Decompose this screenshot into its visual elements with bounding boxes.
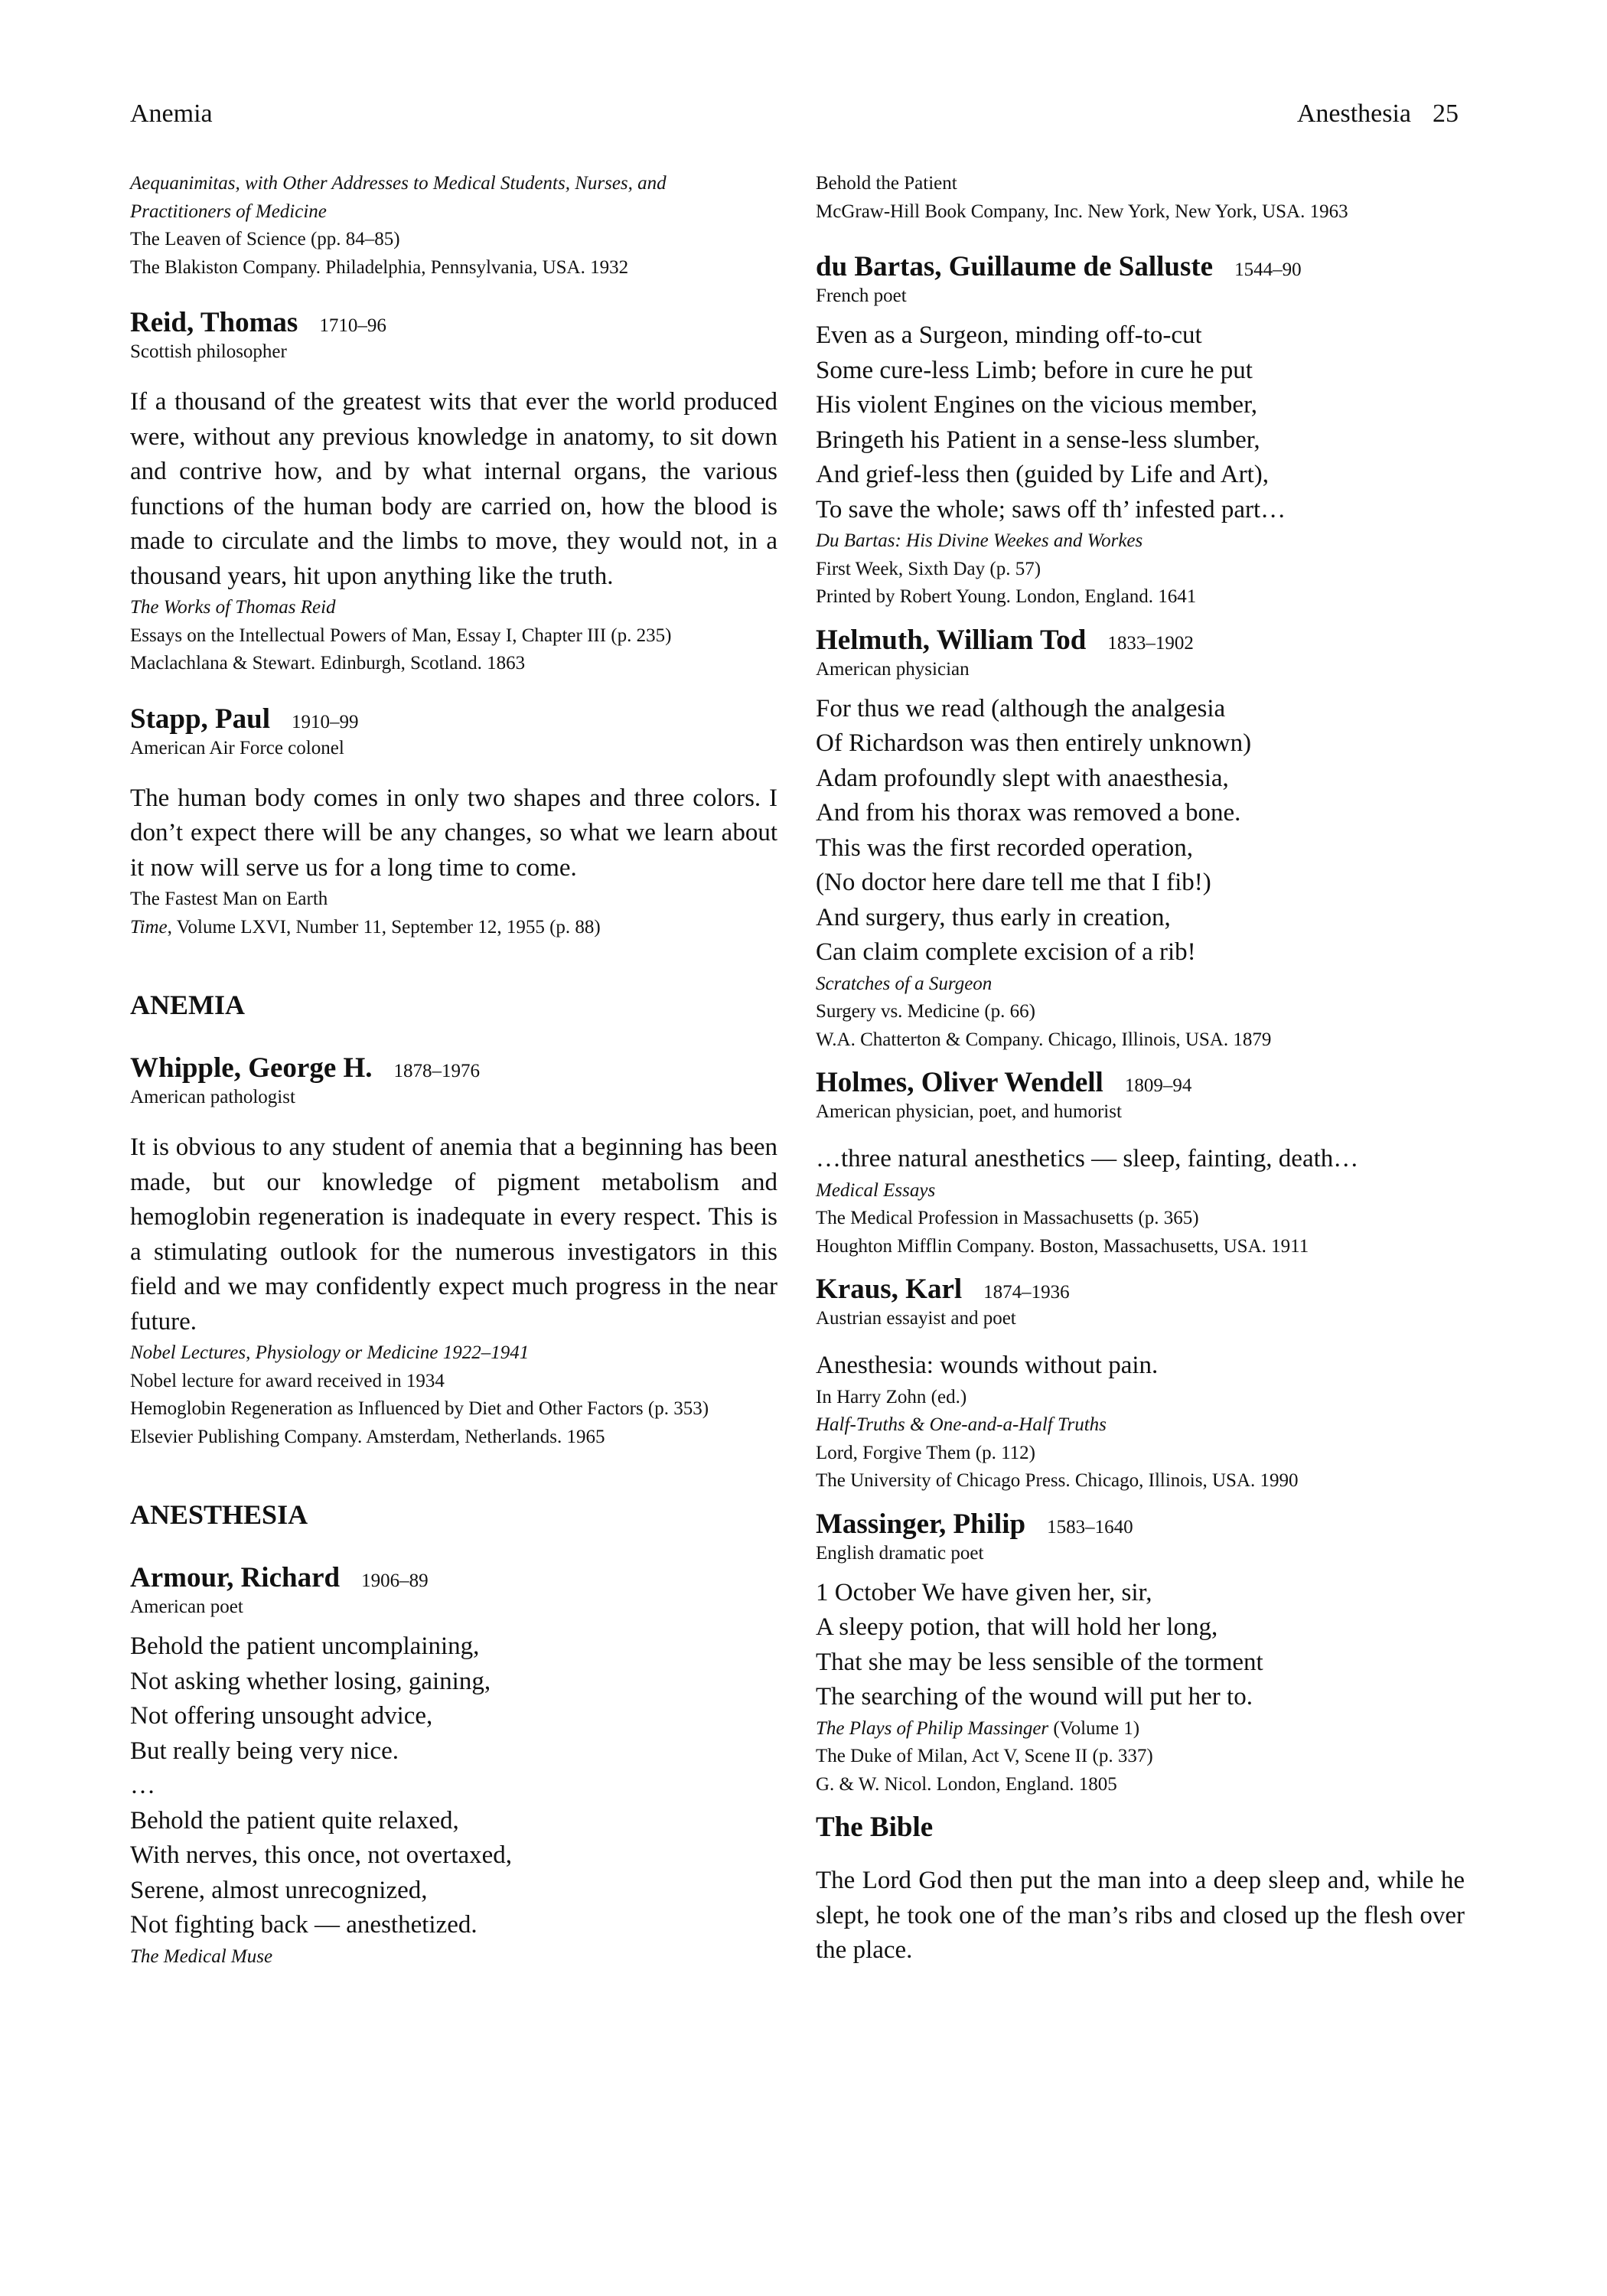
author-entry [816,1273,1465,1306]
author-dates: 1906–89 [361,1570,429,1591]
source-title: The Medical Muse [130,1945,273,1967]
author-occupation: Austrian essayist and poet [816,1308,1016,1329]
verse-line: Some cure-less Limb; before in cure he put [816,356,1253,384]
source-citation [816,1177,1465,1261]
verse-line: For thus we read (although the analgesia [816,694,1226,722]
verse-line: Behold the patient uncomplaining, [130,1632,480,1660]
source-title: Time [130,916,168,938]
quotation: The Lord God then put the man into a deep sleep and, while he slept, he took one of the man’s ribs and closed up the flesh over the place. [816,1867,1465,1964]
source-title: The Plays of Philip Massinger [816,1717,1049,1739]
source-title: Aequanimitas, with Other Addresses to Medical Students, Nurses, and [130,173,667,194]
author-dates: 1874–1936 [983,1282,1070,1303]
verse-line: (No doctor here dare tell me that I fib!) [816,869,1211,896]
verse-line: And surgery, thus early in creation, [816,903,1171,931]
verse-line: To save the whole; saws off th’ infested part… [816,495,1286,523]
author-dates: 1710–96 [319,315,386,336]
verse-line: This was the first recorded operation, [816,833,1194,862]
author-occupation: American pathologist [130,1087,295,1107]
source-line: Nobel lecture for award received in 1934 [130,1370,445,1391]
author-dates: 1544–90 [1234,259,1302,280]
running-head-right [1297,99,1459,129]
author-name: Massinger, Philip [816,1508,1026,1540]
source-line: G. & W. Nicol. London, England. 1805 [816,1773,1117,1795]
source-line: The Duke of Milan, Act V, Scene II (p. 337) [816,1746,1153,1766]
source-line: Printed by Robert Young. London, England. 1641 [816,586,1197,607]
author-entry [130,1052,777,1084]
quotation: …three natural anesthetics — sleep, fainting, death… [816,1145,1359,1172]
source-title: Practitioners of Medicine [130,201,327,222]
author-entry [130,306,777,339]
section-heading-anemia: ANEMIA [130,990,245,1020]
verse-line: Even as a Surgeon, minding off-to-cut [816,321,1202,349]
quotation: It is obvious to any student of anemia that a beginning has been made, but our knowledge of pigment metabolism and hemoglobin regeneration is inadequate in every respect. This is a stimulating outlook for the numerous investigators in this field and we may confidently expect much progress in the near future. [130,1133,777,1336]
verse-line: … [130,1772,155,1799]
source-title: The Works of Thomas Reid [130,597,336,618]
source-line: Behold the Patient [816,173,957,194]
author-occupation: French poet [816,285,907,306]
source-line: Essays on the Intellectual Powers of Man, Essay I, Chapter III (p. 235) [130,625,672,646]
author-name: Helmuth, William Tod [816,624,1087,656]
source-title: Half-Truths & One-and-a-Half Truths [816,1414,1107,1435]
verse-line: Not asking whether losing, gaining, [130,1667,491,1695]
source-line: Surgery vs. Medicine (p. 66) [816,1001,1035,1022]
verse-line: Can claim complete excision of a rib! [816,938,1196,966]
running-head-right-title: Anesthesia [1296,99,1411,128]
author-occupation: American poet [130,1596,243,1617]
verse-line: And from his thorax was removed a bone. [816,799,1241,827]
author-name: Whipple, George H. [130,1052,373,1084]
source-line: Elsevier Publishing Company. Amsterdam, Netherlands. 1965 [130,1426,605,1447]
verse-line: But really being very nice. [130,1737,399,1765]
source-line: The University of Chicago Press. Chicago, Illinois, USA. 1990 [816,1470,1299,1491]
author-occupation: American physician, poet, and humorist [816,1101,1122,1122]
author-entry [816,1066,1465,1099]
author-name: Holmes, Oliver Wendell [816,1067,1103,1098]
author-name: Reid, Thomas [130,307,298,338]
source-citation [130,170,777,282]
source-line: In Harry Zohn (ed.) [816,1386,967,1407]
author-name: Stapp, Paul [130,703,271,735]
source-line: The Fastest Man on Earth [130,889,328,909]
source-line-rest: , Volume LXVI, Number 11, September 12, 1955 (p. 88) [167,916,601,938]
verse-line: Behold the patient quite relaxed, [130,1806,459,1835]
source-line: Maclachlana & Stewart. Edinburgh, Scotland. 1863 [130,653,526,673]
source-line: Hemoglobin Regeneration as Influenced by Diet and Other Factors (p. 353) [130,1398,709,1419]
source-citation [130,594,777,678]
source-citation [130,1943,777,1971]
source-line: Houghton Mifflin Company. Boston, Massachusetts, USA. 1911 [816,1235,1309,1257]
source-citation [816,970,1465,1055]
source-citation [816,527,1465,612]
verse-line: His violent Engines on the vicious member, [816,391,1258,419]
author-name: The Bible [816,1812,934,1843]
author-name: Kraus, Karl [816,1274,963,1305]
verse-line: And grief-less then (guided by Life and Art), [816,461,1270,488]
source-citation [816,1384,1465,1495]
author-dates: 1809–94 [1124,1075,1192,1096]
source-line [130,914,777,942]
source-citation [816,170,1465,226]
source-title: Medical Essays [816,1179,936,1201]
verse-line: The searching of the wound will put her to. [816,1683,1253,1711]
verse-line: Adam profoundly slept with anaesthesia, [816,764,1229,792]
verse-line: That she may be less sensible of the torment [816,1648,1263,1676]
verse-line: Not offering unsought advice, [130,1702,433,1730]
verse-line: Of Richardson was then entirely unknown) [816,729,1252,757]
verse-line: Serene, almost unrecognized, [130,1876,428,1904]
author-entry [130,1561,777,1594]
source-citation [130,1339,777,1451]
left-column [130,170,777,1971]
quotation: Anesthesia: wounds without pain. [816,1352,1159,1379]
source-line: First Week, Sixth Day (p. 57) [816,558,1041,579]
author-name: Armour, Richard [130,1562,341,1593]
author-entry [130,703,777,735]
author-entry [816,250,1465,283]
verse-quotation [816,692,1465,970]
section-heading-anesthesia: ANESTHESIA [130,1499,308,1530]
source-line-rest: (Volume 1) [1048,1717,1140,1739]
running-head-left: Anemia [130,99,213,128]
source-line: The Medical Profession in Massachusetts (p. 365) [816,1208,1199,1228]
verse-quotation [816,318,1465,527]
author-occupation: American physician [816,658,970,680]
verse-line: 1 October We have given her, sir, [816,1578,1152,1606]
source-line [816,1715,1465,1743]
author-occupation: American Air Force colonel [130,737,344,758]
source-title: Scratches of a Surgeon [816,973,993,994]
author-dates: 1910–99 [292,711,359,732]
author-entry [816,624,1465,657]
page-number: 25 [1433,99,1459,128]
author-dates: 1878–1976 [393,1061,481,1081]
verse-line: Not fighting back — anesthetized. [130,1911,478,1939]
source-line: The Blakiston Company. Philadelphia, Pennsylvania, USA. 1932 [130,256,629,278]
source-title: Nobel Lectures, Physiology or Medicine 1922–1941 [130,1342,530,1363]
author-entry [816,1811,1465,1844]
verse-line: With nerves, this once, not overtaxed, [130,1841,513,1869]
verse-quotation [130,1629,777,1943]
source-line: W.A. Chatterton & Company. Chicago, Illinois, USA. 1879 [816,1029,1272,1050]
right-column [816,170,1465,1968]
source-title: Du Bartas: His Divine Weekes and Workes [816,530,1143,551]
quotation: If a thousand of the greatest wits that ever the world produced were, without any previous knowledge in anatomy, to sit down and contrive how, and by what internal organs, the various functions of the human body are carried on, how the blood is made to circulate and the limbs to move, they would not, in a thousand years, hit upon anything like the truth. [130,388,777,590]
verse-line: Bringeth his Patient in a sense-less slumber, [816,426,1260,454]
source-line: Lord, Forgive Them (p. 112) [816,1442,1035,1463]
source-citation [816,1715,1465,1799]
author-entry [816,1508,1465,1541]
author-dates: 1583–1640 [1047,1516,1133,1538]
author-occupation: English dramatic poet [816,1542,984,1564]
source-citation [130,885,777,941]
source-line: The Leaven of Science (pp. 84–85) [130,229,400,249]
source-line: McGraw-Hill Book Company, Inc. New York, New York, USA. 1963 [816,201,1348,222]
quotation: The human body comes in only two shapes and three colors. I don’t expect there will be any changes, so what we learn about it now will serve us for a long time to come. [130,784,777,882]
verse-quotation [816,1576,1465,1715]
author-name: du Bartas, Guillaume de Salluste [816,251,1214,282]
author-dates: 1833–1902 [1107,632,1194,654]
verse-line: A sleepy potion, that will hold her long, [816,1613,1218,1641]
author-occupation: Scottish philosopher [130,341,287,362]
